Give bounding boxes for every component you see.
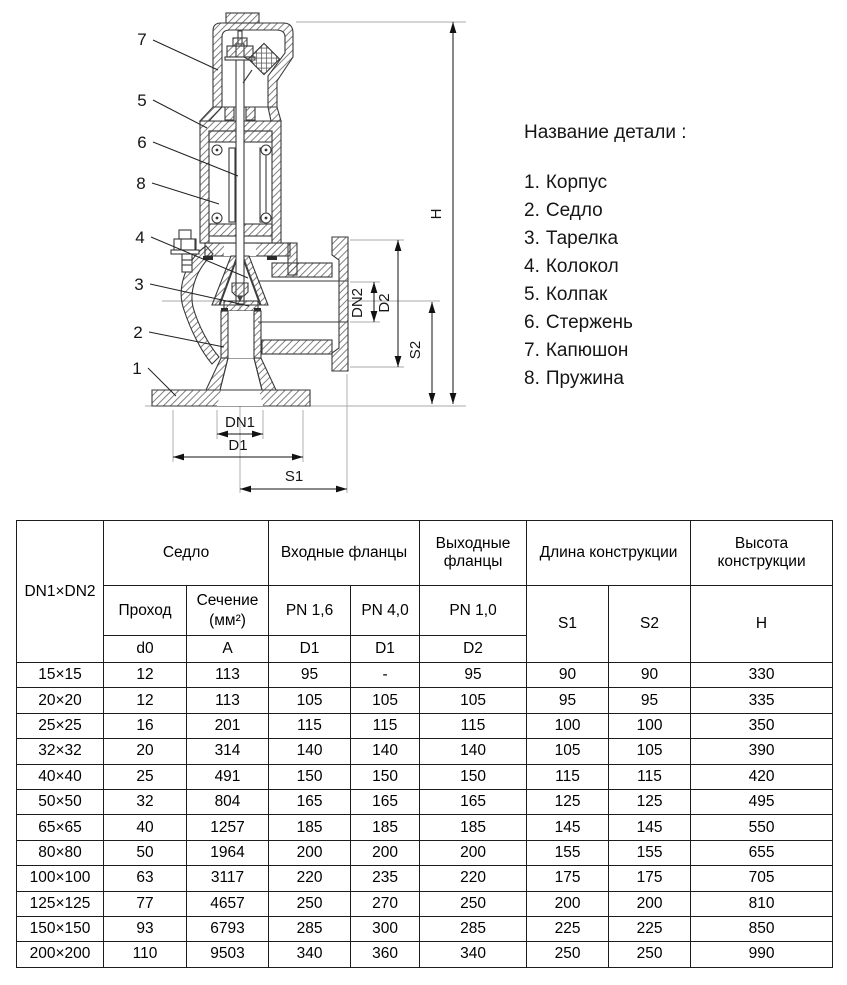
callout-7: 7 (137, 30, 147, 49)
callout-5: 5 (137, 91, 147, 110)
parts-list (524, 169, 687, 393)
table-cell: 165 (351, 789, 420, 814)
table-cell: 80×80 (17, 840, 104, 865)
table-cell: 32 (104, 789, 187, 814)
table-row (17, 789, 833, 814)
table-cell: 810 (691, 891, 833, 916)
stem (236, 44, 244, 304)
table-cell: 550 (691, 815, 833, 840)
packing-left (225, 106, 234, 120)
table-cell: 95 (269, 663, 351, 688)
table-cell: 40×40 (17, 764, 104, 789)
table-cell: 105 (420, 688, 527, 713)
header-h: H (691, 586, 833, 663)
table-cell: 285 (420, 916, 527, 941)
part-number: 1. (524, 172, 540, 193)
table-cell: 115 (527, 764, 609, 789)
outlet-bore (258, 281, 348, 322)
table-cell: 4657 (187, 891, 269, 916)
table-cell: 200×200 (17, 942, 104, 967)
callout-4: 4 (135, 228, 145, 247)
header-group-length: Длина конструкции (527, 521, 691, 586)
table-cell: 25×25 (17, 713, 104, 738)
dim-label-s1: S1 (284, 468, 304, 485)
part-number: 8. (524, 368, 540, 389)
header-d0: d0 (104, 636, 187, 663)
dim-label-s2: S2 (407, 340, 424, 360)
table-cell: 150 (351, 764, 420, 789)
table-cell: 285 (269, 916, 351, 941)
header-section-line1: Сечение (196, 592, 259, 610)
disc (224, 301, 258, 311)
table-cell: 850 (691, 916, 833, 941)
table-cell: 150 (269, 764, 351, 789)
table-cell: 95 (420, 663, 527, 688)
table-cell: 113 (187, 663, 269, 688)
part-item (524, 169, 687, 197)
table-cell: 125×125 (17, 891, 104, 916)
table-cell: 491 (187, 764, 269, 789)
part-name: Пружина (545, 368, 624, 389)
table-cell: 145 (609, 815, 691, 840)
table-cell: 140 (351, 739, 420, 764)
table-cell: 270 (351, 891, 420, 916)
dim-label-h: H (428, 208, 445, 220)
part-item (524, 365, 687, 393)
part-number: 4. (524, 256, 540, 277)
table-cell: 150 (420, 764, 527, 789)
table-row (17, 713, 833, 738)
table-cell: 50 (104, 840, 187, 865)
table-cell: 95 (527, 688, 609, 713)
dim-label-dn1: DN1 (224, 414, 256, 431)
table-cell: 220 (420, 866, 527, 891)
dim-label-d1: D1 (228, 437, 248, 454)
table-cell: 420 (691, 764, 833, 789)
part-name: Капюшон (545, 340, 629, 361)
table-cell: 350 (691, 713, 833, 738)
dim-label-dn2: DN2 (349, 287, 366, 319)
table-cell: 105 (527, 739, 609, 764)
table-cell: 32×32 (17, 739, 104, 764)
table-cell: 9503 (187, 942, 269, 967)
callout-8: 8 (136, 174, 146, 193)
table-cell: 50×50 (17, 789, 104, 814)
part-item (524, 281, 687, 309)
table-cell: 200 (269, 840, 351, 865)
table-cell: 235 (351, 866, 420, 891)
header-d1-pn16: D1 (269, 636, 351, 663)
table-row (17, 663, 833, 688)
part-name: Корпус (545, 172, 608, 193)
table-cell: 201 (187, 713, 269, 738)
table-cell: 105 (609, 739, 691, 764)
callout-3: 3 (134, 275, 144, 294)
inlet-bore (217, 390, 263, 406)
table-cell: 3117 (187, 866, 269, 891)
part-item (524, 197, 687, 225)
table-cell: 165 (269, 789, 351, 814)
table-row (17, 840, 833, 865)
table-cell: 140 (420, 739, 527, 764)
parts-list-title: Название детали : (524, 122, 687, 143)
header-d2: D2 (420, 636, 527, 663)
table-cell: 90 (609, 663, 691, 688)
table-cell: 495 (691, 789, 833, 814)
callout-1: 1 (132, 359, 142, 378)
table-cell: 200 (351, 840, 420, 865)
table-row (17, 815, 833, 840)
part-item (524, 337, 687, 365)
table-cell: 804 (187, 789, 269, 814)
table-cell: 1964 (187, 840, 269, 865)
table-cell: 225 (609, 916, 691, 941)
table-cell: 12 (104, 663, 187, 688)
header-s2: S2 (609, 586, 691, 663)
table-cell: 100 (609, 713, 691, 738)
bell-tube-left (229, 148, 235, 222)
part-name: Седло (545, 200, 603, 221)
header-group-inlet-flanges: Входные фланцы (269, 521, 420, 586)
header-group-height: Высота конструкции (691, 521, 833, 586)
table-cell: 340 (420, 942, 527, 967)
table-cell: 175 (527, 866, 609, 891)
callout-6: 6 (137, 133, 147, 152)
header-group-outlet-flanges: Выходные фланцы (420, 521, 527, 586)
table-cell: 340 (269, 942, 351, 967)
table-cell: 185 (269, 815, 351, 840)
table-cell: 25 (104, 764, 187, 789)
table-cell: 155 (609, 840, 691, 865)
packing-right (246, 106, 255, 120)
table-cell: 250 (527, 942, 609, 967)
table-cell: 360 (351, 942, 420, 967)
table-cell: 12 (104, 688, 187, 713)
table-cell: 6793 (187, 916, 269, 941)
hood-cap (226, 13, 259, 23)
header-section-line2: (мм²) (209, 611, 246, 629)
seat-wall-left (221, 311, 228, 358)
part-number: 5. (524, 284, 540, 305)
table-cell: 330 (691, 663, 833, 688)
stem-nut (227, 46, 253, 57)
part-number: 3. (524, 228, 540, 249)
table-row (17, 891, 833, 916)
table-cell: 16 (104, 713, 187, 738)
table-cell: 115 (269, 713, 351, 738)
table-cell: 705 (691, 866, 833, 891)
table-cell: 115 (351, 713, 420, 738)
table-cell: 335 (691, 688, 833, 713)
callout-2: 2 (133, 323, 143, 342)
table-cell: 20 (104, 739, 187, 764)
table-cell: 220 (269, 866, 351, 891)
table-row (17, 866, 833, 891)
table-cell: 95 (609, 688, 691, 713)
table-cell: 113 (187, 688, 269, 713)
table-cell: 300 (351, 916, 420, 941)
valve-drawing (0, 0, 500, 515)
table-cell: 65×65 (17, 815, 104, 840)
table-cell: 250 (269, 891, 351, 916)
table-cell: 63 (104, 866, 187, 891)
seat-wall-right (254, 311, 261, 358)
table-cell: 105 (269, 688, 351, 713)
table-cell: 140 (269, 739, 351, 764)
table-cell: 115 (420, 713, 527, 738)
part-number: 6. (524, 312, 540, 333)
dimensions-table (16, 520, 833, 968)
table-cell: 155 (527, 840, 609, 865)
stem-nut-top (233, 38, 247, 46)
part-item (524, 309, 687, 337)
table-cell: 200 (420, 840, 527, 865)
table-cell: 125 (609, 789, 691, 814)
table-cell: 15×15 (17, 663, 104, 688)
table-cell: 185 (420, 815, 527, 840)
header-pn40: PN 4,0 (351, 586, 420, 636)
table-cell: 314 (187, 739, 269, 764)
table-cell: 90 (527, 663, 609, 688)
table-cell: 165 (420, 789, 527, 814)
header-section (187, 586, 269, 636)
table-cell: 77 (104, 891, 187, 916)
table-body (17, 663, 833, 968)
outlet-wall-bottom (262, 340, 332, 354)
table-cell: 655 (691, 840, 833, 865)
parts-list-panel (524, 122, 687, 393)
table-cell: 100 (527, 713, 609, 738)
seat-bore (228, 311, 254, 358)
part-item (524, 225, 687, 253)
table-cell: 250 (420, 891, 527, 916)
table-cell: 200 (527, 891, 609, 916)
dim-label-d2: D2 (376, 293, 393, 313)
table-cell: 390 (691, 739, 833, 764)
table-cell: 250 (609, 942, 691, 967)
part-item (524, 253, 687, 281)
table-cell: 125 (527, 789, 609, 814)
table-row (17, 739, 833, 764)
part-name: Стержень (545, 312, 633, 333)
part-number: 2. (524, 200, 540, 221)
table-cell: 100×100 (17, 866, 104, 891)
table-cell: 200 (609, 891, 691, 916)
table-cell: 175 (609, 866, 691, 891)
table-cell: 40 (104, 815, 187, 840)
part-name: Тарелка (545, 228, 619, 249)
disc-nut (232, 283, 248, 296)
table-row (17, 688, 833, 713)
table-cell: 105 (351, 688, 420, 713)
table-cell: 185 (351, 815, 420, 840)
header-group-seat: Седло (104, 521, 269, 586)
part-number: 7. (524, 340, 540, 361)
table-cell: 20×20 (17, 688, 104, 713)
header-pn16: PN 1,6 (269, 586, 351, 636)
table-row (17, 764, 833, 789)
construction-lines (145, 22, 466, 493)
header-s1: S1 (527, 586, 609, 663)
table-cell: 115 (609, 764, 691, 789)
header-dn: DN1×DN2 (17, 521, 104, 663)
part-name: Колокол (545, 256, 619, 277)
bell-tube-right (260, 148, 266, 222)
table-cell: 225 (527, 916, 609, 941)
table-cell: 150×150 (17, 916, 104, 941)
table-cell: 110 (104, 942, 187, 967)
outlet-wall-top (272, 263, 332, 277)
table-row (17, 916, 833, 941)
header-a: A (187, 636, 269, 663)
table-cell: 93 (104, 916, 187, 941)
header-pn10: PN 1,0 (420, 586, 527, 636)
header-passage: Проход (104, 586, 187, 636)
table-cell: - (351, 663, 420, 688)
table-cell: 145 (527, 815, 609, 840)
table-row (17, 942, 833, 967)
part-name: Колпак (545, 284, 608, 305)
table-cell: 1257 (187, 815, 269, 840)
table-cell: 990 (691, 942, 833, 967)
gasket-right (267, 256, 277, 260)
valve-body (152, 13, 348, 406)
header-d1-pn40: D1 (351, 636, 420, 663)
